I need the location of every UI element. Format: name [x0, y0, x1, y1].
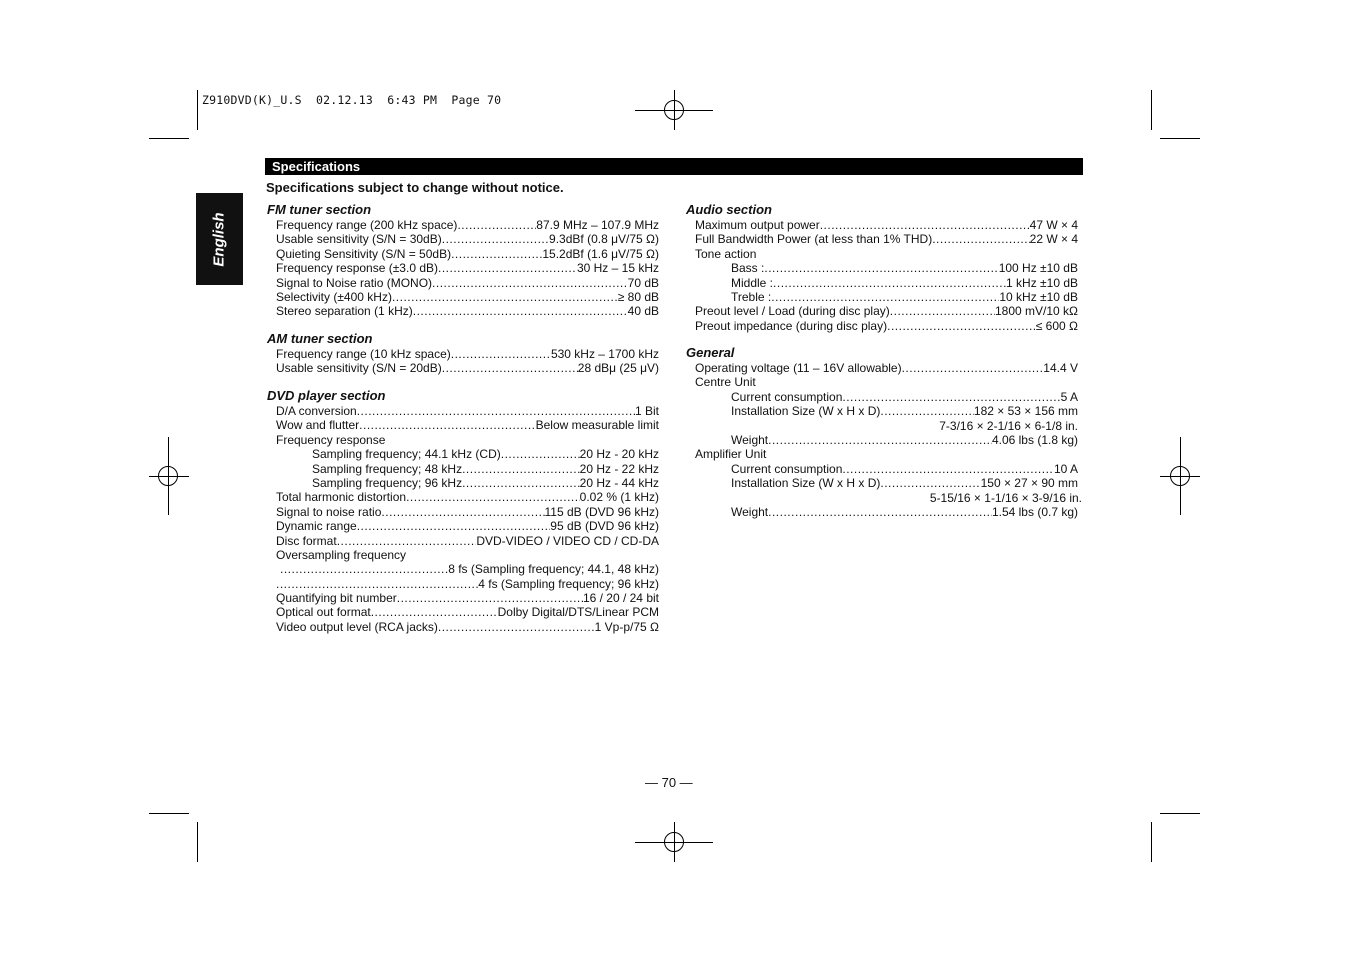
- spec-row: Operating voltage (11 – 16V allowable) ..... 14.4 V: [695, 361, 1078, 375]
- spec-row: Treble : ..... 10 kHz ±10 dB: [695, 290, 1078, 304]
- spec-row: Maximum output power ..... 47 W × 4: [695, 218, 1078, 232]
- spec-row: Installation Size (W x H x D) ..... 150 × 27 × 90 mm: [695, 476, 1078, 490]
- language-tab: [196, 193, 243, 285]
- am-tuner-heading: AM tuner section: [267, 331, 373, 346]
- crop-mark: [149, 813, 189, 814]
- spec-row: ..... 4 fs (Sampling frequency; 96 kHz): [276, 577, 659, 591]
- spec-row: Selectivity (±400 kHz) ..... ≥ 80 dB: [276, 290, 659, 304]
- spec-row: Usable sensitivity (S/N = 30dB) ..... 9.3dBf (0.8 μV/75 Ω): [276, 232, 659, 246]
- crop-mark: [1151, 90, 1152, 130]
- spec-row: Signal to Noise ratio (MONO) ..... 70 dB: [276, 276, 659, 290]
- spec-row: 7-3/16 × 2-1/16 × 6-1/8 in.: [939, 418, 1078, 433]
- spec-row: Quieting Sensitivity (S/N = 50dB) ..... 15.2dBf (1.6 μV/75 Ω): [276, 247, 659, 261]
- spec-row: Weight ..... 1.54 lbs (0.7 kg): [695, 505, 1078, 519]
- spec-row: Sampling frequency; 96 kHz ..... 20 Hz - 44 kHz: [276, 476, 659, 490]
- spec-row: Wow and flutter ..... Below measurable limit: [276, 418, 659, 432]
- spec-row: Full Bandwidth Power (at less than 1% THD) ..... 22 W × 4: [695, 232, 1078, 246]
- crop-mark: [1160, 138, 1200, 139]
- spec-row: Preout level / Load (during disc play) ..... 1800 mV/10 kΩ: [695, 304, 1078, 318]
- spec-row: Frequency range (10 kHz space) ..... 530 kHz – 1700 kHz: [276, 347, 659, 361]
- spec-row: Frequency response (±3.0 dB) ..... 30 Hz – 15 kHz: [276, 261, 659, 275]
- spec-row: Centre Unit: [695, 375, 756, 390]
- spec-row: Usable sensitivity (S/N = 20dB) ..... 28 dBμ (25 μV): [276, 361, 659, 375]
- spec-row: Frequency response: [276, 432, 386, 447]
- crop-mark: [1160, 813, 1200, 814]
- spec-row: Amplifier Unit: [695, 447, 767, 462]
- spec-row: Total harmonic distortion ..... 0.02 % (1 kHz): [276, 490, 659, 504]
- general-heading: General: [686, 345, 735, 360]
- spec-row: 5-15/16 × 1-1/16 × 3-9/16 in.: [929, 490, 1082, 505]
- audio-section-specs: [695, 218, 1078, 333]
- crop-mark: [149, 138, 189, 139]
- spec-row: Video output level (RCA jacks) ..... 1 Vp-p/75 Ω: [276, 620, 659, 634]
- am-tuner-specs: [276, 347, 659, 376]
- spec-row: Preout impedance (during disc play) ..... ≤ 600 Ω: [695, 319, 1078, 333]
- spec-row: Frequency range (200 kHz space) ..... 87.9 MHz – 107.9 MHz: [276, 218, 659, 232]
- spec-row: Bass : ..... 100 Hz ±10 dB: [695, 261, 1078, 275]
- spec-row: Signal to noise ratio ..... 115 dB (DVD 96 kHz): [276, 505, 659, 519]
- spec-row: Installation Size (W x H x D) ..... 182 × 53 × 156 mm: [695, 404, 1078, 418]
- print-header: Z910DVD(K)_U.S 02.12.13 6:43 PM Page 70: [202, 93, 502, 107]
- spec-row: Middle : ..... 1 kHz ±10 dB: [695, 276, 1078, 290]
- spec-row: D/A conversion ..... 1 Bit: [276, 404, 659, 418]
- spec-row: Sampling frequency; 48 kHz ..... 20 Hz - 22 kHz: [276, 462, 659, 476]
- crop-mark: [197, 822, 198, 862]
- spec-row: Current consumption ..... 10 A: [695, 462, 1078, 476]
- spec-row: Quantifying bit number ..... 16 / 20 / 24 bit: [276, 591, 659, 605]
- spec-row: Dynamic range ..... 95 dB (DVD 96 kHz): [276, 519, 659, 533]
- fm-tuner-heading: FM tuner section: [267, 202, 372, 217]
- spec-row: Disc format ..... DVD-VIDEO / VIDEO CD / CD-DA: [276, 534, 659, 548]
- crop-mark: [197, 90, 198, 130]
- spec-disclaimer: Specifications subject to change without notice.: [266, 180, 564, 195]
- spec-row: Optical out format ..... Dolby Digital/DTS/Linear PCM: [276, 605, 659, 619]
- spec-row: Oversampling frequency: [276, 547, 407, 562]
- audio-section-heading: Audio section: [686, 202, 772, 217]
- spec-row: Sampling frequency; 44.1 kHz (CD) ..... 20 Hz - 20 kHz: [276, 447, 659, 461]
- dvd-player-heading: DVD player section: [267, 388, 386, 403]
- spec-row: Current consumption ..... 5 A: [695, 390, 1078, 404]
- crop-mark: [1151, 822, 1152, 862]
- dvd-player-specs: [276, 404, 659, 634]
- language-tab-label: English: [211, 211, 229, 267]
- section-title-bar: Specifications: [265, 158, 1083, 175]
- spec-row: Tone action: [695, 246, 757, 261]
- general-specs: [695, 361, 1082, 519]
- spec-row: Weight ..... 4.06 lbs (1.8 kg): [695, 433, 1078, 447]
- spec-row: Stereo separation (1 kHz) ..... 40 dB: [276, 304, 659, 318]
- page-number: — 70 —: [645, 775, 693, 790]
- fm-tuner-specs: [276, 218, 659, 319]
- spec-row: ..... 8 fs (Sampling frequency; 44.1, 48 kHz): [276, 562, 659, 576]
